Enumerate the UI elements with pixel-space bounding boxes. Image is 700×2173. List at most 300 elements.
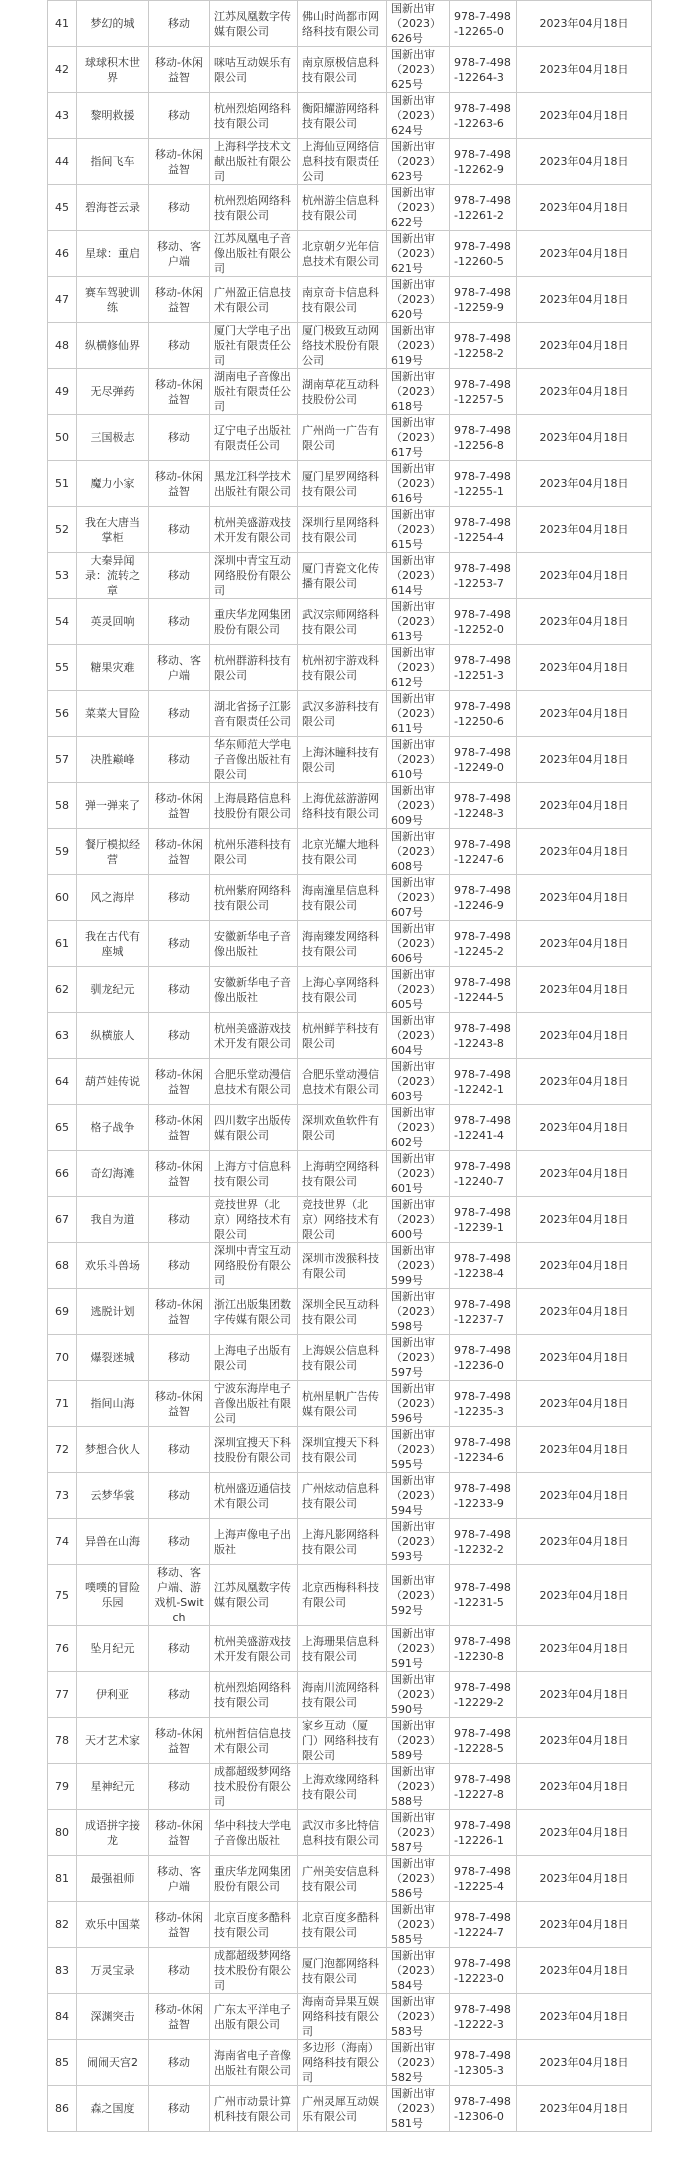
approval-date-cell: 2023年04月18日: [517, 875, 652, 921]
approval-date-cell: 2023年04月18日: [517, 1151, 652, 1197]
publisher-cell: 杭州烈焰网络科技有限公司: [210, 93, 298, 139]
approval-date-cell: 2023年04月18日: [517, 1902, 652, 1948]
row-number-cell: 46: [48, 231, 77, 277]
publisher-cell: 宁波东海岸电子音像出版社有限公司: [210, 1381, 298, 1427]
operator-cell: 杭州游尘信息科技有限公司: [298, 185, 387, 231]
approval-number-cell: 国新出审（2023）596号: [387, 1381, 450, 1427]
approval-number-cell: 国新出审（2023）595号: [387, 1427, 450, 1473]
approval-number-cell: 国新出审（2023）604号: [387, 1013, 450, 1059]
game-category-cell: 移动: [149, 1335, 210, 1381]
table-row: [48, 783, 652, 829]
publisher-cell: 四川数字出版传媒有限公司: [210, 1105, 298, 1151]
operator-cell: 上海心享网络科技有限公司: [298, 967, 387, 1013]
approval-number-cell: 国新出审（2023）591号: [387, 1626, 450, 1672]
approval-date-cell: 2023年04月18日: [517, 553, 652, 599]
isbn-cell: 978-7-498-12246-9: [450, 875, 517, 921]
game-name-cell: 球球积木世界: [77, 47, 149, 93]
approval-number-cell: 国新出审（2023）600号: [387, 1197, 450, 1243]
publisher-cell: 深圳中青宝互动网络股份有限公司: [210, 1243, 298, 1289]
operator-cell: 深圳全民互动科技有限公司: [298, 1289, 387, 1335]
row-number-cell: 80: [48, 1810, 77, 1856]
approval-number-cell: 国新出审（2023）585号: [387, 1902, 450, 1948]
isbn-cell: 978-7-498-12251-3: [450, 645, 517, 691]
game-name-cell: 大秦异闻录：流转之章: [77, 553, 149, 599]
game-name-cell: 最强祖师: [77, 1856, 149, 1902]
publisher-cell: 杭州紫府网络科技有限公司: [210, 875, 298, 921]
table-row: [48, 47, 652, 93]
game-name-cell: 碧海苍云录: [77, 185, 149, 231]
approval-date-cell: 2023年04月18日: [517, 737, 652, 783]
row-number-cell: 79: [48, 1764, 77, 1810]
game-category-cell: 移动、客户端、游戏机-Switch: [149, 1565, 210, 1626]
approval-date-cell: 2023年04月18日: [517, 1856, 652, 1902]
operator-cell: 厦门星罗网络科技有限公司: [298, 461, 387, 507]
operator-cell: 厦门极致互动网络技术股份有限公司: [298, 323, 387, 369]
operator-cell: 广州美安信息科技有限公司: [298, 1856, 387, 1902]
publisher-cell: 黑龙江科学技术出版社有限公司: [210, 461, 298, 507]
row-number-cell: 60: [48, 875, 77, 921]
operator-cell: 厦门青瓷文化传播有限公司: [298, 553, 387, 599]
game-name-cell: 闹闹天宫2: [77, 2040, 149, 2086]
publisher-cell: 杭州烈焰网络科技有限公司: [210, 185, 298, 231]
operator-cell: 北京光耀大地科技有限公司: [298, 829, 387, 875]
operator-cell: 北京百度多酷科技有限公司: [298, 1902, 387, 1948]
approval-date-cell: 2023年04月18日: [517, 1519, 652, 1565]
approval-number-cell: 国新出审（2023）607号: [387, 875, 450, 921]
approval-date-cell: 2023年04月18日: [517, 231, 652, 277]
game-name-cell: 深渊突击: [77, 1994, 149, 2040]
operator-cell: 上海娱公信息科技有限公司: [298, 1335, 387, 1381]
game-name-cell: 奇幻海滩: [77, 1151, 149, 1197]
game-name-cell: 万灵宝录: [77, 1948, 149, 1994]
publisher-cell: 华东师范大学电子音像出版社有限公司: [210, 737, 298, 783]
isbn-cell: 978-7-498-12237-7: [450, 1289, 517, 1335]
game-name-cell: 指间飞车: [77, 139, 149, 185]
row-number-cell: 68: [48, 1243, 77, 1289]
publisher-cell: 江苏凤凰电子音像出版社有限公司: [210, 231, 298, 277]
game-category-cell: 移动-休闲益智: [149, 1718, 210, 1764]
table-row: [48, 461, 652, 507]
game-name-cell: 异兽在山海: [77, 1519, 149, 1565]
game-name-cell: 黎明救援: [77, 93, 149, 139]
game-name-cell: 欢乐中国菜: [77, 1902, 149, 1948]
game-category-cell: 移动-休闲益智: [149, 1994, 210, 2040]
operator-cell: 上海仙豆网络信息科技有限责任公司: [298, 139, 387, 185]
game-category-cell: 移动: [149, 1, 210, 47]
table-row: [48, 1335, 652, 1381]
operator-cell: 海南潼星信息科技有限公司: [298, 875, 387, 921]
isbn-cell: 978-7-498-12244-5: [450, 967, 517, 1013]
game-category-cell: 移动-休闲益智: [149, 1902, 210, 1948]
approval-number-cell: 国新出审（2023）625号: [387, 47, 450, 93]
operator-cell: 上海欢缘网络科技有限公司: [298, 1764, 387, 1810]
game-category-cell: 移动: [149, 553, 210, 599]
isbn-cell: 978-7-498-12229-2: [450, 1672, 517, 1718]
row-number-cell: 63: [48, 1013, 77, 1059]
table-row: [48, 1626, 652, 1672]
table-row: [48, 967, 652, 1013]
isbn-cell: 978-7-498-12305-3: [450, 2040, 517, 2086]
operator-cell: 杭州初宇游戏科技有限公司: [298, 645, 387, 691]
isbn-cell: 978-7-498-12262-9: [450, 139, 517, 185]
approval-date-cell: 2023年04月18日: [517, 599, 652, 645]
row-number-cell: 54: [48, 599, 77, 645]
approval-date-cell: 2023年04月18日: [517, 691, 652, 737]
isbn-cell: 978-7-498-12250-6: [450, 691, 517, 737]
table-row: [48, 93, 652, 139]
isbn-cell: 978-7-498-12257-5: [450, 369, 517, 415]
game-name-cell: 格子战争: [77, 1105, 149, 1151]
approval-number-cell: 国新出审（2023）612号: [387, 645, 450, 691]
game-category-cell: 移动-休闲益智: [149, 783, 210, 829]
approval-date-cell: 2023年04月18日: [517, 1105, 652, 1151]
publisher-cell: 杭州盛迈通信技术有限公司: [210, 1473, 298, 1519]
approval-date-cell: 2023年04月18日: [517, 277, 652, 323]
publisher-cell: 广东太平洋电子出版有限公司: [210, 1994, 298, 2040]
isbn-cell: 978-7-498-12228-5: [450, 1718, 517, 1764]
game-name-cell: 赛车驾驶训练: [77, 277, 149, 323]
table-row: [48, 1243, 652, 1289]
isbn-cell: 978-7-498-12243-8: [450, 1013, 517, 1059]
operator-cell: 杭州鲜芋科技有限公司: [298, 1013, 387, 1059]
approval-date-cell: 2023年04月18日: [517, 1764, 652, 1810]
publisher-cell: 海南省电子音像出版社有限公司: [210, 2040, 298, 2086]
publisher-cell: 安徽新华电子音像出版社: [210, 921, 298, 967]
game-category-cell: 移动: [149, 1243, 210, 1289]
isbn-cell: 978-7-498-12255-1: [450, 461, 517, 507]
publisher-cell: 江苏凤凰数字传媒有限公司: [210, 1565, 298, 1626]
approval-date-cell: 2023年04月18日: [517, 1243, 652, 1289]
operator-cell: 南京原极信息科技有限公司: [298, 47, 387, 93]
isbn-cell: 978-7-498-12242-1: [450, 1059, 517, 1105]
table-row: [48, 829, 652, 875]
operator-cell: 深圳行星网络科技有限公司: [298, 507, 387, 553]
approval-number-cell: 国新出审（2023）623号: [387, 139, 450, 185]
table-row: [48, 369, 652, 415]
approval-number-cell: 国新出审（2023）615号: [387, 507, 450, 553]
row-number-cell: 84: [48, 1994, 77, 2040]
game-category-cell: 移动: [149, 1626, 210, 1672]
operator-cell: 南京奇卡信息科技有限公司: [298, 277, 387, 323]
approval-number-cell: 国新出审（2023）624号: [387, 93, 450, 139]
table-row: [48, 139, 652, 185]
row-number-cell: 44: [48, 139, 77, 185]
table-row: [48, 2040, 652, 2086]
approval-number-cell: 国新出审（2023）626号: [387, 1, 450, 47]
table-row: [48, 1289, 652, 1335]
game-category-cell: 移动: [149, 599, 210, 645]
publisher-cell: 辽宁电子出版社有限责任公司: [210, 415, 298, 461]
publisher-cell: 杭州乐港科技有限公司: [210, 829, 298, 875]
game-category-cell: 移动-休闲益智: [149, 1810, 210, 1856]
approval-number-cell: 国新出审（2023）598号: [387, 1289, 450, 1335]
approval-number-cell: 国新出审（2023）584号: [387, 1948, 450, 1994]
isbn-cell: 978-7-498-12260-5: [450, 231, 517, 277]
approval-date-cell: 2023年04月18日: [517, 783, 652, 829]
game-category-cell: 移动: [149, 1519, 210, 1565]
approval-date-cell: 2023年04月18日: [517, 1718, 652, 1764]
isbn-cell: 978-7-498-12226-1: [450, 1810, 517, 1856]
game-name-cell: 三国极志: [77, 415, 149, 461]
approval-date-cell: 2023年04月18日: [517, 2040, 652, 2086]
publisher-cell: 上海科学技术文献出版社有限公司: [210, 139, 298, 185]
isbn-cell: 978-7-498-12265-0: [450, 1, 517, 47]
operator-cell: 海南奇异果互娱网络科技有限公司: [298, 1994, 387, 2040]
approval-date-cell: 2023年04月18日: [517, 1810, 652, 1856]
isbn-cell: 978-7-498-12249-0: [450, 737, 517, 783]
row-number-cell: 41: [48, 1, 77, 47]
game-name-cell: 梦想合伙人: [77, 1427, 149, 1473]
game-category-cell: 移动: [149, 507, 210, 553]
game-name-cell: 星球：重启: [77, 231, 149, 277]
game-name-cell: 逃脱计划: [77, 1289, 149, 1335]
approval-number-cell: 国新出审（2023）583号: [387, 1994, 450, 2040]
operator-cell: 海南川流网络科技有限公司: [298, 1672, 387, 1718]
row-number-cell: 82: [48, 1902, 77, 1948]
approval-number-cell: 国新出审（2023）618号: [387, 369, 450, 415]
row-number-cell: 55: [48, 645, 77, 691]
game-category-cell: 移动: [149, 1197, 210, 1243]
approval-date-cell: 2023年04月18日: [517, 1672, 652, 1718]
publisher-cell: 深圳宜搜天下科技股份有限公司: [210, 1427, 298, 1473]
isbn-cell: 978-7-498-12245-2: [450, 921, 517, 967]
publisher-cell: 江苏凤凰数字传媒有限公司: [210, 1, 298, 47]
game-name-cell: 云梦华裳: [77, 1473, 149, 1519]
isbn-cell: 978-7-498-12253-7: [450, 553, 517, 599]
publisher-cell: 深圳中青宝互动网络股份有限公司: [210, 553, 298, 599]
table-row: [48, 323, 652, 369]
approval-date-cell: 2023年04月18日: [517, 507, 652, 553]
row-number-cell: 49: [48, 369, 77, 415]
isbn-cell: 978-7-498-12254-4: [450, 507, 517, 553]
table-row: [48, 1565, 652, 1626]
table-row: [48, 1810, 652, 1856]
operator-cell: 武汉市多比特信息科技有限公司: [298, 1810, 387, 1856]
publisher-cell: 上海声像电子出版社: [210, 1519, 298, 1565]
approval-date-cell: 2023年04月18日: [517, 1197, 652, 1243]
game-category-cell: 移动: [149, 185, 210, 231]
game-category-cell: 移动: [149, 2086, 210, 2132]
table-row: [48, 599, 652, 645]
approval-number-cell: 国新出审（2023）588号: [387, 1764, 450, 1810]
publisher-cell: 安徽新华电子音像出版社: [210, 967, 298, 1013]
approval-date-cell: 2023年04月18日: [517, 461, 652, 507]
publisher-cell: 北京百度多酷科技有限公司: [210, 1902, 298, 1948]
row-number-cell: 81: [48, 1856, 77, 1902]
approval-date-cell: 2023年04月18日: [517, 1013, 652, 1059]
isbn-cell: 978-7-498-12227-8: [450, 1764, 517, 1810]
game-category-cell: 移动-休闲益智: [149, 1289, 210, 1335]
game-category-cell: 移动: [149, 1948, 210, 1994]
operator-cell: 北京西梅科科技有限公司: [298, 1565, 387, 1626]
isbn-cell: 978-7-498-12233-9: [450, 1473, 517, 1519]
row-number-cell: 72: [48, 1427, 77, 1473]
game-name-cell: 葫芦娃传说: [77, 1059, 149, 1105]
isbn-cell: 978-7-498-12306-0: [450, 2086, 517, 2132]
approval-number-cell: 国新出审（2023）620号: [387, 277, 450, 323]
game-category-cell: 移动: [149, 1013, 210, 1059]
game-category-cell: 移动、客户端: [149, 1856, 210, 1902]
publisher-cell: 杭州美盛游戏技术开发有限公司: [210, 1626, 298, 1672]
row-number-cell: 50: [48, 415, 77, 461]
table-row: [48, 1672, 652, 1718]
isbn-cell: 978-7-498-12238-4: [450, 1243, 517, 1289]
publisher-cell: 湖北省扬子江影音有限责任公司: [210, 691, 298, 737]
publisher-cell: 合肥乐堂动漫信息技术有限公司: [210, 1059, 298, 1105]
game-name-cell: 欢乐斗兽场: [77, 1243, 149, 1289]
game-category-cell: 移动、客户端: [149, 645, 210, 691]
table-row: [48, 1994, 652, 2040]
approval-number-cell: 国新出审（2023）582号: [387, 2040, 450, 2086]
row-number-cell: 77: [48, 1672, 77, 1718]
game-name-cell: 弹一弹来了: [77, 783, 149, 829]
table-row: [48, 1151, 652, 1197]
game-name-cell: 菜菜大冒险: [77, 691, 149, 737]
approval-date-cell: 2023年04月18日: [517, 967, 652, 1013]
publisher-cell: 华中科技大学电子音像出版社: [210, 1810, 298, 1856]
isbn-cell: 978-7-498-12259-9: [450, 277, 517, 323]
approval-date-cell: 2023年04月18日: [517, 369, 652, 415]
approval-date-cell: 2023年04月18日: [517, 1289, 652, 1335]
isbn-cell: 978-7-498-12234-6: [450, 1427, 517, 1473]
approval-number-cell: 国新出审（2023）606号: [387, 921, 450, 967]
publisher-cell: 广州盈正信息技术有限公司: [210, 277, 298, 323]
isbn-cell: 978-7-498-12248-3: [450, 783, 517, 829]
game-name-cell: 魔力小家: [77, 461, 149, 507]
game-approval-table: [47, 0, 652, 2132]
approval-date-cell: 2023年04月18日: [517, 185, 652, 231]
approval-number-cell: 国新出审（2023）603号: [387, 1059, 450, 1105]
approval-number-cell: 国新出审（2023）610号: [387, 737, 450, 783]
table-row: [48, 1948, 652, 1994]
row-number-cell: 61: [48, 921, 77, 967]
isbn-cell: 978-7-498-12239-1: [450, 1197, 517, 1243]
row-number-cell: 78: [48, 1718, 77, 1764]
row-number-cell: 52: [48, 507, 77, 553]
operator-cell: 广州炫动信息科技有限公司: [298, 1473, 387, 1519]
publisher-cell: 厦门大学电子出版社有限责任公司: [210, 323, 298, 369]
row-number-cell: 51: [48, 461, 77, 507]
operator-cell: 武汉宗师网络科技有限公司: [298, 599, 387, 645]
game-category-cell: 移动-休闲益智: [149, 1105, 210, 1151]
row-number-cell: 83: [48, 1948, 77, 1994]
game-category-cell: 移动-休闲益智: [149, 461, 210, 507]
game-name-cell: 梦幻的城: [77, 1, 149, 47]
table-row: [48, 1902, 652, 1948]
approval-number-cell: 国新出审（2023）593号: [387, 1519, 450, 1565]
row-number-cell: 53: [48, 553, 77, 599]
operator-cell: 广州灵犀互动娱乐有限公司: [298, 2086, 387, 2132]
table-row: [48, 277, 652, 323]
row-number-cell: 74: [48, 1519, 77, 1565]
approval-date-cell: 2023年04月18日: [517, 1427, 652, 1473]
game-category-cell: 移动-休闲益智: [149, 829, 210, 875]
operator-cell: 上海萌空网络科技有限公司: [298, 1151, 387, 1197]
table-body: [48, 1, 652, 2132]
isbn-cell: 978-7-498-12231-5: [450, 1565, 517, 1626]
table-row: [48, 921, 652, 967]
game-name-cell: 我在古代有座城: [77, 921, 149, 967]
row-number-cell: 86: [48, 2086, 77, 2132]
game-name-cell: 伊利亚: [77, 1672, 149, 1718]
approval-number-cell: 国新出审（2023）590号: [387, 1672, 450, 1718]
approval-date-cell: 2023年04月18日: [517, 1473, 652, 1519]
approval-date-cell: 2023年04月18日: [517, 47, 652, 93]
game-name-cell: 爆裂迷城: [77, 1335, 149, 1381]
game-category-cell: 移动: [149, 2040, 210, 2086]
isbn-cell: 978-7-498-12256-8: [450, 415, 517, 461]
approval-number-cell: 国新出审（2023）599号: [387, 1243, 450, 1289]
game-category-cell: 移动-休闲益智: [149, 1381, 210, 1427]
table-row: [48, 1105, 652, 1151]
approval-number-cell: 国新出审（2023）619号: [387, 323, 450, 369]
table-row: [48, 185, 652, 231]
table-row: [48, 507, 652, 553]
operator-cell: 武汉多游科技有限公司: [298, 691, 387, 737]
row-number-cell: 71: [48, 1381, 77, 1427]
row-number-cell: 85: [48, 2040, 77, 2086]
game-category-cell: 移动-休闲益智: [149, 369, 210, 415]
approval-date-cell: 2023年04月18日: [517, 1335, 652, 1381]
row-number-cell: 69: [48, 1289, 77, 1335]
operator-cell: 合肥乐堂动漫信息技术有限公司: [298, 1059, 387, 1105]
isbn-cell: 978-7-498-12263-6: [450, 93, 517, 139]
game-name-cell: 森之国度: [77, 2086, 149, 2132]
game-category-cell: 移动: [149, 967, 210, 1013]
row-number-cell: 42: [48, 47, 77, 93]
game-category-cell: 移动-休闲益智: [149, 47, 210, 93]
approval-date-cell: 2023年04月18日: [517, 1626, 652, 1672]
approval-date-cell: 2023年04月18日: [517, 415, 652, 461]
isbn-cell: 978-7-498-12258-2: [450, 323, 517, 369]
approval-number-cell: 国新出审（2023）609号: [387, 783, 450, 829]
publisher-cell: 杭州烈焰网络科技有限公司: [210, 1672, 298, 1718]
game-name-cell: 糖果灾难: [77, 645, 149, 691]
approval-number-cell: 国新出审（2023）602号: [387, 1105, 450, 1151]
game-name-cell: 决胜巅峰: [77, 737, 149, 783]
table-row: [48, 231, 652, 277]
publisher-cell: 成都超级梦网络技术股份有限公司: [210, 1948, 298, 1994]
game-category-cell: 移动-休闲益智: [149, 1151, 210, 1197]
operator-cell: 深圳市泼猴科技有限公司: [298, 1243, 387, 1289]
game-category-cell: 移动: [149, 93, 210, 139]
game-category-cell: 移动: [149, 691, 210, 737]
operator-cell: 上海凡影网络科技有限公司: [298, 1519, 387, 1565]
approval-date-cell: 2023年04月18日: [517, 1994, 652, 2040]
row-number-cell: 43: [48, 93, 77, 139]
operator-cell: 湖南草花互动科技股份公司: [298, 369, 387, 415]
row-number-cell: 66: [48, 1151, 77, 1197]
game-category-cell: 移动: [149, 1427, 210, 1473]
approval-number-cell: 国新出审（2023）592号: [387, 1565, 450, 1626]
row-number-cell: 76: [48, 1626, 77, 1672]
table-row: [48, 691, 652, 737]
isbn-cell: 978-7-498-12222-3: [450, 1994, 517, 2040]
approval-date-cell: 2023年04月18日: [517, 1, 652, 47]
table-row: [48, 737, 652, 783]
game-category-cell: 移动: [149, 737, 210, 783]
approval-number-cell: 国新出审（2023）586号: [387, 1856, 450, 1902]
table-row: [48, 415, 652, 461]
operator-cell: 杭州星帆广告传媒有限公司: [298, 1381, 387, 1427]
approval-date-cell: 2023年04月18日: [517, 93, 652, 139]
game-name-cell: 我自为道: [77, 1197, 149, 1243]
publisher-cell: 上海电子出版有限公司: [210, 1335, 298, 1381]
operator-cell: 竞技世界（北京）网络技术有限公司: [298, 1197, 387, 1243]
isbn-cell: 978-7-498-12240-7: [450, 1151, 517, 1197]
game-category-cell: 移动: [149, 875, 210, 921]
publisher-cell: 杭州哲信信息技术有限公司: [210, 1718, 298, 1764]
